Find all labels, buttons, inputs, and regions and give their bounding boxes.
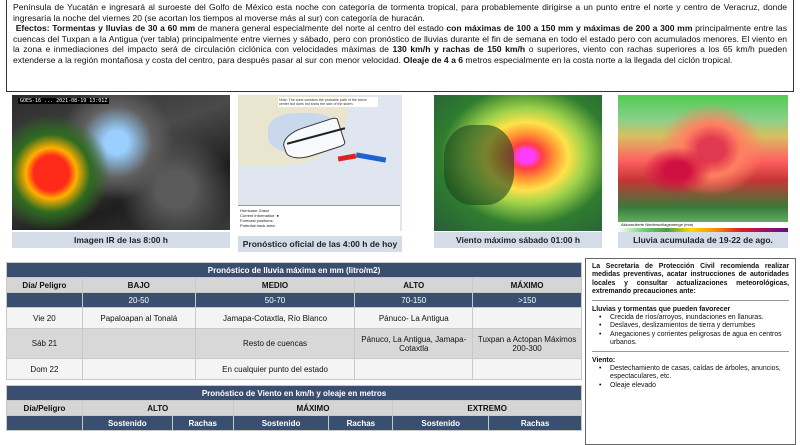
forecast-legend — [238, 205, 400, 231]
table-cell: Jamapa-Cotaxtla, Río Blanco — [195, 308, 355, 329]
effects-waves: Oleaje de 4 a 6 — [403, 54, 464, 65]
wind-sub-cell: Sostenido — [233, 416, 329, 431]
table-row — [7, 359, 582, 380]
warning-segment — [338, 153, 357, 161]
forecast-tables — [6, 262, 582, 431]
table-row — [7, 329, 582, 359]
rain-range-cell: >150 — [473, 293, 582, 308]
wind-map-terrain — [444, 125, 514, 205]
list-item: • Oleaje elevado — [610, 382, 789, 390]
forecast-cone-map — [238, 95, 402, 231]
rain-risks-title: Lluvias y tormentas que pueden favorecer — [592, 305, 731, 313]
rain-range-cell: 70-150 — [355, 293, 473, 308]
effects-text-2: principalmente entre las cuencas del Tuxpan a la Antigua (ver tabla) principalmente entre viernes y sábado, pero con pronóstico de lluvias durante el fin de semana en todo el estado pero con acumulados menores. El viento en la zona e inmediaciones del impacto será de circulación ciclónica con velocidades máximas de — [13, 23, 787, 55]
wind-col-maximo: MÁXIMO — [233, 401, 393, 416]
rain-col-alto: ALTO — [355, 278, 473, 293]
rain-table — [6, 262, 582, 380]
table-cell: Pánuco, La Antigua, Jamapa-Cotaxtla — [355, 329, 473, 359]
effects-rain-max: con máximas de 100 a 150 mm y máximas de 200 a 300 mm — [446, 23, 693, 34]
rain-legend: Akkumulierte Niederschlagsmenge (mm) — [618, 222, 788, 232]
list-item: • Destechamiento de casas, caídas de árboles, anuncios, espectaculares, etc. — [610, 365, 789, 382]
forecast-caption: Pronóstico oficial de las 4:00 h de hoy — [238, 236, 402, 252]
table-cell — [82, 329, 195, 359]
table-cell — [473, 308, 582, 329]
rain-map — [618, 95, 788, 232]
effects-text-3: o superiores, viento con rachas superiores a los 65 km/h pueden extenderse a la región montañosa y costa del centro, para después pasar al sur con menor velocidad. — [13, 44, 787, 65]
table-cell: Papaloapan al Tonalá — [82, 308, 195, 329]
legend-line: Current information: ● — [240, 213, 279, 218]
legend-line: Potential track area: — [240, 223, 276, 228]
ir-image-caption: Imagen IR de las 8:00 h — [12, 232, 230, 248]
effects-text-4: metros especialmente en la costa norte a la llegada del ciclón tropical. — [463, 54, 733, 65]
effects-rain-general: Tormentas y lluvias de 30 a 60 mm — [52, 23, 196, 34]
recommendations-intro: La Secretaría de Protección Civil recomienda realizar medidas preventivas, acatar instrucciones de autoridades locales y consultar actualizaciones meteorológicas, extremando precauciones ante: — [592, 263, 789, 296]
table-cell — [473, 359, 582, 380]
day-cell: Sáb 21 — [7, 329, 83, 359]
divider — [592, 300, 789, 301]
day-cell: Vie 20 — [7, 308, 83, 329]
bulletin-intro: Península de Yucatán e ingresará al suroeste del Golfo de México esta noche con categoría de tormenta tropical, para probablemente dirigirse a un punto entre el norte y centro de Veracruz, donde ingresaría la noche del viernes 20 (se acortan los tiempos al moverse más al sur) con categoría de huracán. — [13, 2, 787, 23]
bulletin-effects — [13, 23, 787, 65]
table-cell — [355, 359, 473, 380]
forecast-note: Note: The cone contains the probable path of the storm center but does not show the size of the storm. — [278, 97, 378, 107]
day-cell: Dom 22 — [7, 359, 83, 380]
wind-sub-cell: Rachas — [172, 416, 233, 431]
rain-table-title: Pronóstico de lluvia máxima en mm (litro/m2) — [7, 263, 582, 278]
wind-sub-cell — [7, 416, 83, 431]
rain-caption: Lluvia acumulada de 19-22 de ago. — [618, 232, 788, 248]
wind-caption: Viento máximo sábado 01:00 h — [434, 232, 602, 248]
divider — [592, 351, 789, 352]
rain-col-day: Día/ Peligro — [7, 278, 83, 293]
legend-line: Forecast positions: — [240, 218, 274, 223]
table-cell: Resto de cuencas — [195, 329, 355, 359]
wind-col-extremo: EXTREMO — [393, 401, 582, 416]
recommendations-panel — [585, 258, 796, 445]
effects-label: Efectos: — [15, 23, 50, 34]
wind-risks-list — [592, 365, 789, 390]
list-item: • Crecida de ríos/arroyos, inundaciones en llanuras. — [610, 314, 789, 322]
watch-segment — [356, 152, 386, 162]
legend-line: Hurricane Grace — [240, 208, 270, 213]
wind-col-alto: ALTO — [82, 401, 233, 416]
table-cell: Pánuco- La Antigua — [355, 308, 473, 329]
rain-range-cell — [7, 293, 83, 308]
rain-range-cell: 50-70 — [195, 293, 355, 308]
wind-sub-cell: Rachas — [489, 416, 582, 431]
rain-col-maximo: MÁXIMO — [473, 278, 582, 293]
rain-col-medio: MEDIO — [195, 278, 355, 293]
wind-risks-title: Viento: — [592, 356, 616, 364]
wind-sub-cell: Sostenido — [393, 416, 489, 431]
wind-table-title: Pronóstico de Viento en km/h y oleaje en metros — [7, 386, 582, 401]
ir-timestamp: GOES-16 ... 2021-08-19 13:01Z — [20, 98, 108, 104]
table-cell: En cualquier punto del estado — [195, 359, 355, 380]
wind-sub-cell: Rachas — [329, 416, 393, 431]
list-item: • Anegaciones y corrientes peligrosas de agua en centros urbanos. — [610, 331, 789, 348]
image-row — [0, 95, 800, 255]
wind-col-day: Día/Peligro — [7, 401, 83, 416]
bulletin-text-box — [6, 0, 794, 92]
table-cell — [82, 359, 195, 380]
satellite-ir-image — [12, 95, 230, 230]
wind-table — [6, 385, 582, 431]
rain-range-cell: 20-50 — [82, 293, 195, 308]
list-item: • Deslaves, deslizamientos de tierra y derrumbes — [610, 322, 789, 330]
wind-map — [434, 95, 602, 231]
wind-sub-cell: Sostenido — [82, 416, 172, 431]
effects-wind-max: 130 km/h y rachas de 150 km/h — [392, 44, 526, 55]
table-cell: Tuxpan a Actopan Máximos 200-300 — [473, 329, 582, 359]
rain-risks-list — [592, 314, 789, 348]
effects-text-1: de manera general especialmente del norte al centro del estado — [195, 23, 447, 34]
rain-col-bajo: BAJO — [82, 278, 195, 293]
table-row — [7, 308, 582, 329]
